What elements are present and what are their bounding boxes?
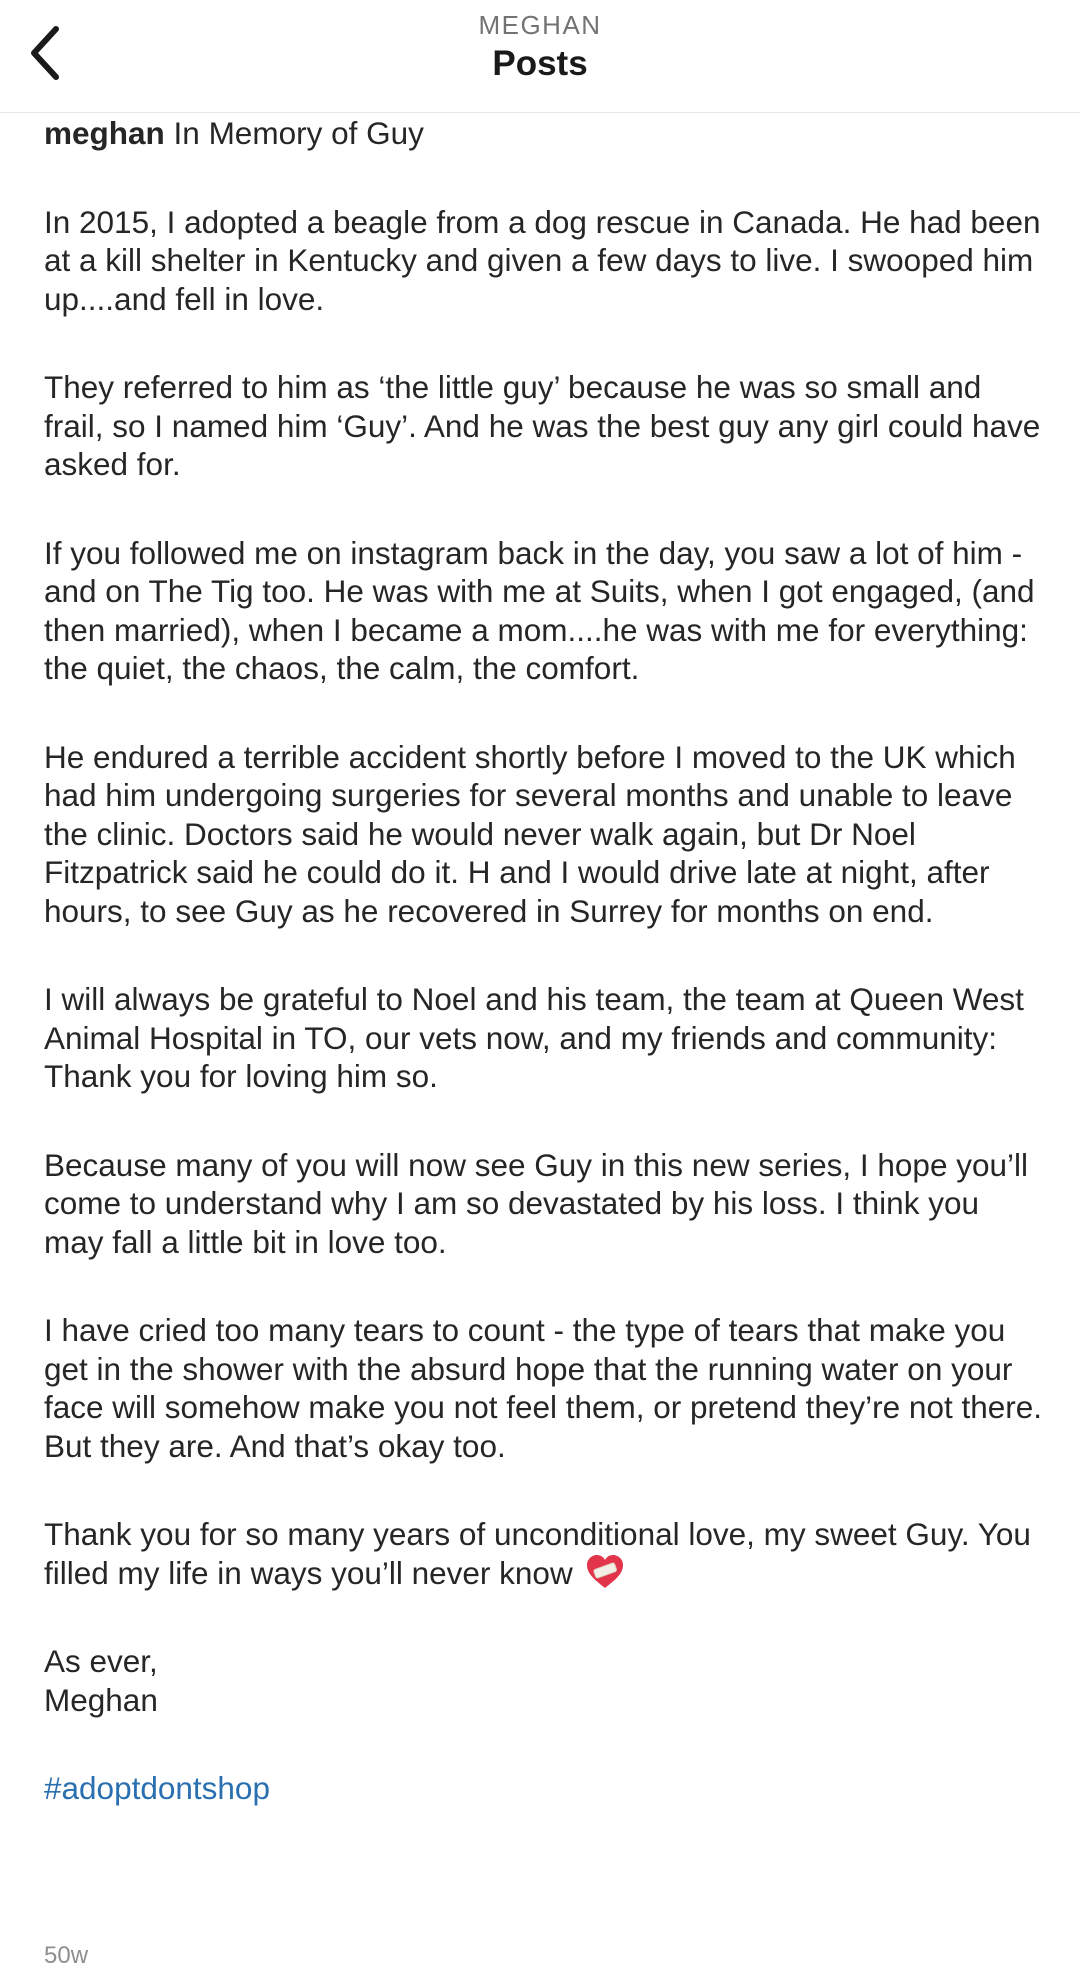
caption-paragraph-7: I have cried too many tears to count - the type of tears that make you get in the shower with the absurd hope that the running water on your face will somehow make you not feel them, or pretend they’re not there. But they are. And that’s okay too. (44, 1312, 1043, 1464)
post-caption (44, 114, 1044, 1808)
hashtag-row (44, 1769, 1044, 1808)
post-timestamp: 50w (44, 1942, 89, 1969)
header-username: MEGHAN (478, 10, 602, 40)
caption-paragraph-4: He endured a terrible accident shortly before I moved to the UK which had him undergoing surgeries for several months and unable to leave the clinic. Doctors said he would never walk again, but Dr Noel Fitzpatrick said he could do it. H and I would drive late at night, after hours, to see Guy as he recovered in Surrey for months on end. (44, 738, 1016, 929)
author-username[interactable]: meghan (44, 115, 165, 151)
page-title: Posts (492, 44, 588, 83)
caption-paragraph-1: In 2015, I adopted a beagle from a dog rescue in Canada. He had been at a kill shelter in Kentucky and given a few days to live. I swooped him up....and fell in love. (44, 203, 1041, 317)
caption-paragraph-3: If you followed me on instagram back in the day, you saw a lot of him - and on The Tig too. He was with me at Suits, when I got engaged, (and then married), when I became a mom....he was with me for everything: the quiet, the chaos, the calm, the comfort. (44, 534, 1035, 686)
mending-heart-icon (585, 1554, 625, 1590)
top-nav-bar (0, 0, 1080, 113)
signoff-line-2: Meghan (44, 1681, 158, 1718)
caption-paragraph-6: Because many of you will now see Guy in this new series, I hope you’ll come to understand why I am so devastated by his loss. I think you may fall a little bit in love too. (44, 1146, 1028, 1260)
caption-paragraph-5: I will always be grateful to Noel and his team, the team at Queen West Animal Hospital in TO, our vets now, and my friends and community: Thank you for loving him so. (44, 981, 1024, 1094)
signoff (44, 1642, 1044, 1719)
caption-paragraph-8-text: Thank you for so many years of unconditional love, my sweet Guy. You filled my life in ways you’ll never know (44, 1516, 1031, 1591)
caption-paragraph-2: They referred to him as ‘the little guy’ because he was so small and frail, so I named him ‘Guy’. And he was the best guy any girl could have asked for. (44, 369, 1041, 482)
caption-header (44, 114, 1044, 153)
hashtag-link[interactable]: #adoptdontshop (44, 1770, 270, 1806)
caption-title: In Memory of Guy (173, 115, 424, 151)
caption-paragraph-8 (44, 1515, 1044, 1592)
signoff-line-1: As ever, (44, 1643, 158, 1679)
